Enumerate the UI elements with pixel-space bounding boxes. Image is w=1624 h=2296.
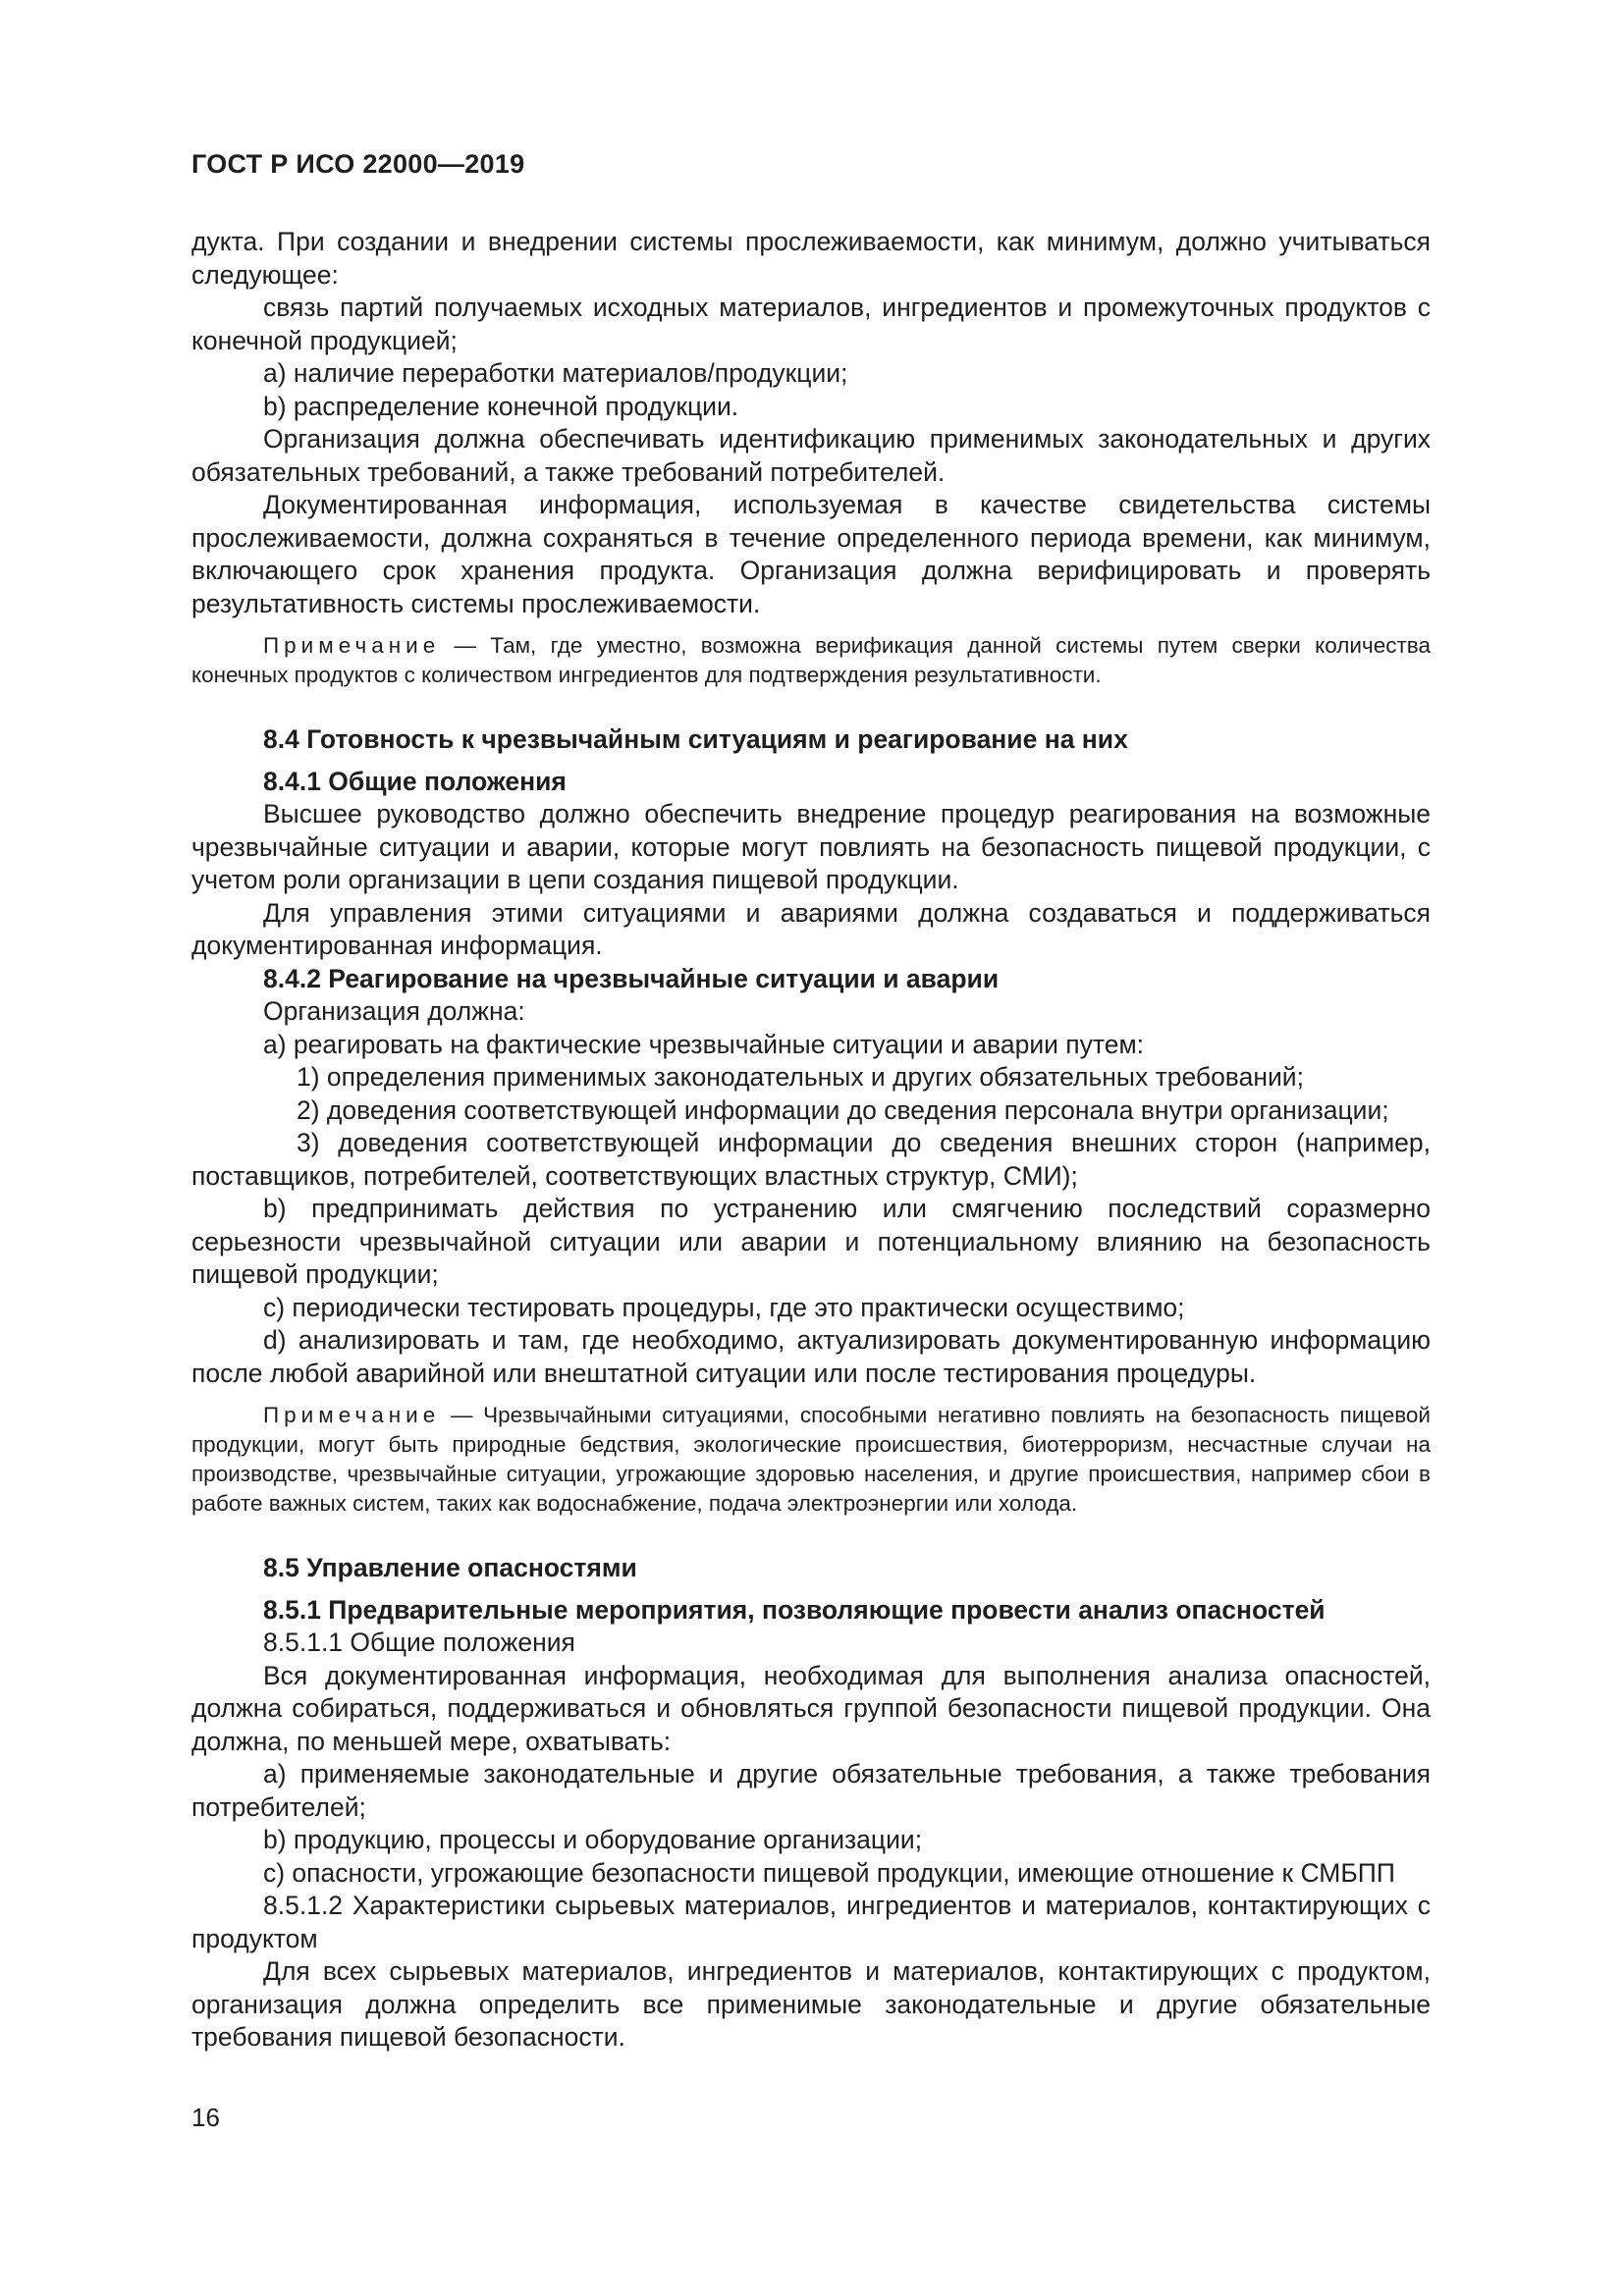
list-item: a) применяемые законодательные и другие обязательные требования, а также требования потребителей;: [191, 1759, 1431, 1822]
document-body: [191, 226, 1431, 2055]
section-heading: 8.4 Готовность к чрезвычайным ситуациям и реагирование на них: [263, 724, 1128, 754]
list-item: b) предпринимать действия по устранению или смягчению последствий соразмерно серьезности чрезвычайной ситуации или аварии и потенциальному влиянию на безопасность пищевой продукции;: [191, 1194, 1431, 1289]
note-text: — Чрезвычайными ситуациями, способными негативно повлиять на безопасность пищевой продукции, могут быть природные бедствия, экологические происшествия, биотерроризм, несчастные случаи на производстве, чрезвычайные ситуации, угрожающие здоровью населения, и другие происшествия, например сбои в работе важных систем, таких как водоснабжение, подача электроэнергии или холода.: [191, 1403, 1431, 1516]
note-text: — Там, где уместно, возможна верификация данной системы путем сверки количества конечных продуктов с количеством ингредиентов для подтверждения результативности.: [191, 633, 1431, 687]
paragraph: 8.5.1.1 Общие положения: [263, 1628, 575, 1657]
list-item: a) наличие переработки материалов/продукции;: [263, 358, 848, 388]
list-item: c) опасности, угрожающие безопасности пищевой продукции, имеющие отношение к СМБПП: [263, 1857, 1395, 1888]
note: [191, 1401, 1431, 1519]
list-item: b) продукцию, процессы и оборудование организации;: [263, 1825, 923, 1854]
list-item: 2) доведения соответствующей информации до сведения персонала внутри организации;: [297, 1095, 1389, 1125]
paragraph: связь партий получаемых исходных материалов, ингредиентов и промежуточных продуктов с конечной продукцией;: [191, 293, 1431, 355]
list-item: a) реагировать на фактические чрезвычайные ситуации и аварии путем:: [263, 1029, 1145, 1059]
section-heading: 8.5 Управление опасностями: [263, 1553, 637, 1582]
paragraph: Организация должна обеспечивать идентификацию применимых законодательных и других обязательных требований, а также требований потребителей.: [191, 424, 1431, 487]
list-item: 3) доведения соответствующей информации до сведения внешних сторон (например, поставщиков, потребителей, соответствующих властных структур, СМИ);: [191, 1128, 1431, 1191]
paragraph: 8.5.1.2 Характеристики сырьевых материалов, ингредиентов и материалов, контактирующих с продуктом: [191, 1891, 1431, 1953]
note: [191, 631, 1431, 690]
document-page: [191, 0, 1431, 2296]
list-item: b) распределение конечной продукции.: [263, 391, 739, 421]
page-number: 16: [191, 2103, 220, 2132]
paragraph: Для всех сырьевых материалов, ингредиентов и материалов, контактирующих с продуктом, организация должна определить все применимые законодательные и другие обязательные требования пищевой безопасности.: [191, 1956, 1431, 2052]
subsection-heading: 8.5.1 Предварительные мероприятия, позволяющие провести анализ опасностей: [263, 1594, 1326, 1625]
list-item: 1) определения применимых законодательных и других обязательных требований;: [297, 1062, 1304, 1092]
paragraph: Высшее руководство должно обеспечить внедрение процедур реагирования на возможные чрезвычайные ситуации и аварии, которые могут повлиять на безопасность пищевой продукции, с учетом роли организации в цепи создания пищевой продукции.: [191, 799, 1431, 894]
subsection-heading: 8.4.1 Общие положения: [263, 766, 567, 796]
document-header: ГОСТ Р ИСО 22000—2019: [191, 149, 525, 179]
subsection-heading: 8.4.2 Реагирование на чрезвычайные ситуации и аварии: [263, 963, 1000, 993]
paragraph: Организация должна:: [263, 996, 525, 1026]
paragraph: Вся документированная информация, необходимая для выполнения анализа опасностей, должна собираться, поддерживаться и обновляться группой безопасности пищевой продукции. Она должна, по меньшей мере, охватывать:: [191, 1660, 1431, 1756]
note-label: Примечание: [263, 1403, 441, 1427]
paragraph: Для управления этими ситуациями и авариями должна создаваться и поддерживаться документированная информация.: [191, 897, 1431, 960]
list-item: c) периодически тестировать процедуры, где это практически осуществимо;: [263, 1292, 1185, 1322]
paragraph: Документированная информация, используемая в качестве свидетельства системы прослеживаемости, должна сохраняться в течение определенного периода времени, как минимум, включающего срок хранения продукта. Организация должна верифицировать и проверять результативность системы прослеживаемости.: [191, 490, 1431, 618]
note-label: Примечание: [263, 633, 441, 658]
paragraph: дукта. При создании и внедрении системы прослеживаемости, как минимум, должно учитываться следующее:: [191, 227, 1431, 290]
list-item: d) анализировать и там, где необходимо, актуализировать документированную информацию после любой аварийной или внештатной ситуации или после тестирования процедуры.: [191, 1325, 1431, 1388]
